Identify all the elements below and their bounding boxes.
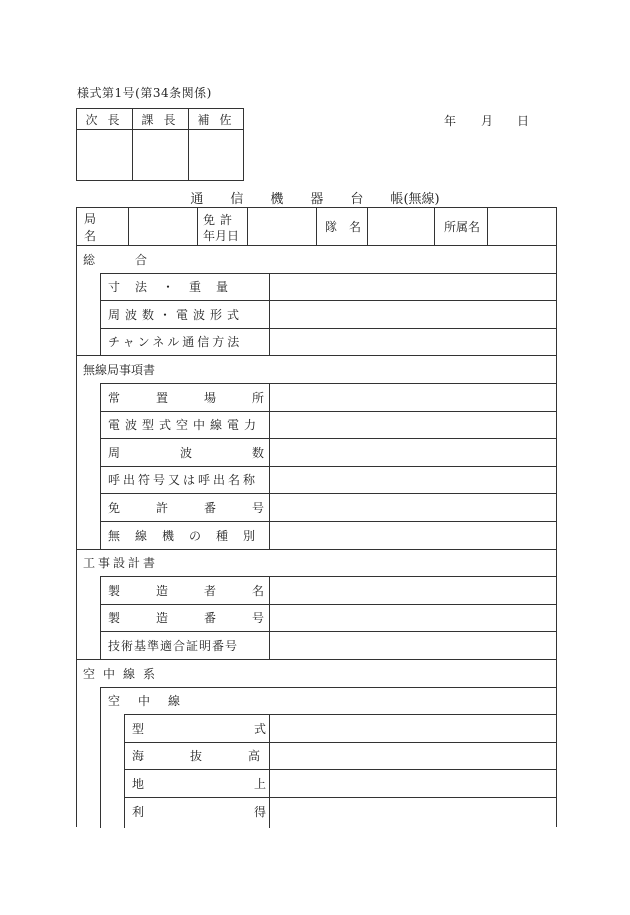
section-construction-heading: 工事設計書 xyxy=(83,556,159,570)
unit-name-field[interactable] xyxy=(368,209,433,244)
value-field[interactable] xyxy=(270,494,556,520)
station-name-label: 局名 xyxy=(84,211,109,243)
approval-column-assistant[interactable] xyxy=(189,109,244,180)
date-year-label: 年 xyxy=(444,114,457,128)
general-item-dimensions: 寸法・重量 xyxy=(108,280,244,294)
affiliation-field[interactable] xyxy=(488,209,556,244)
value-field[interactable] xyxy=(270,412,556,438)
license-date-label-2: 年月日 xyxy=(203,229,240,243)
approval-column-deputy[interactable] xyxy=(77,109,133,180)
value-field[interactable] xyxy=(270,577,556,603)
value-field[interactable] xyxy=(270,770,556,796)
unit-name-label: 隊名 xyxy=(325,220,374,234)
section-radio-heading: 無線局事項書 xyxy=(83,362,156,377)
radio-item-frequency: 周波数 xyxy=(108,445,325,460)
value-field[interactable] xyxy=(270,301,556,327)
antenna-item-altitude: 海抜高 xyxy=(132,749,307,763)
approval-header: 補佐 xyxy=(189,109,244,130)
antenna-item-height: 地上 xyxy=(132,776,377,791)
radio-item-location: 常置場所 xyxy=(108,390,301,405)
radio-item-callsign: 呼出符号又は呼出名称 xyxy=(108,473,259,487)
value-field[interactable] xyxy=(270,605,556,631)
value-field[interactable] xyxy=(270,798,556,827)
license-date-label-1: 免許 xyxy=(203,213,238,227)
form-number: 様式第1号(第34条関係) xyxy=(77,86,212,100)
date-day-label: 日 xyxy=(517,114,530,128)
general-item-frequency: 周波数・電波形式 xyxy=(108,307,245,322)
antenna-subheading: 空中線 xyxy=(108,694,199,708)
value-field[interactable] xyxy=(270,467,556,493)
title-suffix: (無線) xyxy=(403,192,440,207)
approval-header: 次長 xyxy=(77,109,132,130)
construction-item-manufacturer: 製造者名 xyxy=(108,583,301,598)
antenna-item-model: 型式 xyxy=(132,721,377,736)
construction-item-serial: 製造番号 xyxy=(108,611,301,625)
page-title xyxy=(0,188,630,207)
radio-item-emission: 電波型式空中線電力 xyxy=(108,418,262,432)
radio-item-type: 無線機の種別 xyxy=(108,528,271,543)
approval-box xyxy=(76,108,244,181)
value-field[interactable] xyxy=(270,632,556,658)
approval-column-manager[interactable] xyxy=(133,109,189,180)
value-field[interactable] xyxy=(270,522,556,548)
value-field[interactable] xyxy=(270,384,556,410)
construction-item-certification: 技術基準適合証明番号 xyxy=(108,638,239,653)
title-last: 帳 xyxy=(390,192,404,207)
antenna-item-gain: 利得 xyxy=(132,804,377,819)
section-antenna-system-heading: 空中線系 xyxy=(83,666,164,681)
value-field[interactable] xyxy=(270,329,556,355)
approval-header: 課長 xyxy=(133,109,188,130)
date-month-label: 月 xyxy=(481,114,494,128)
station-name-field[interactable] xyxy=(129,209,196,244)
section-general-heading: 総合 xyxy=(83,253,188,267)
equipment-register-table xyxy=(76,207,557,827)
value-field[interactable] xyxy=(270,439,556,465)
value-field[interactable] xyxy=(270,715,556,741)
value-field[interactable] xyxy=(270,274,556,300)
affiliation-label: 所属名 xyxy=(444,220,481,234)
value-field[interactable] xyxy=(270,743,556,769)
radio-item-license-number: 免許番号 xyxy=(108,500,301,515)
general-item-channel: チャンネル通信方法 xyxy=(108,335,243,349)
title-main: 通信機器台 xyxy=(190,192,391,207)
license-date-field[interactable] xyxy=(248,209,315,244)
